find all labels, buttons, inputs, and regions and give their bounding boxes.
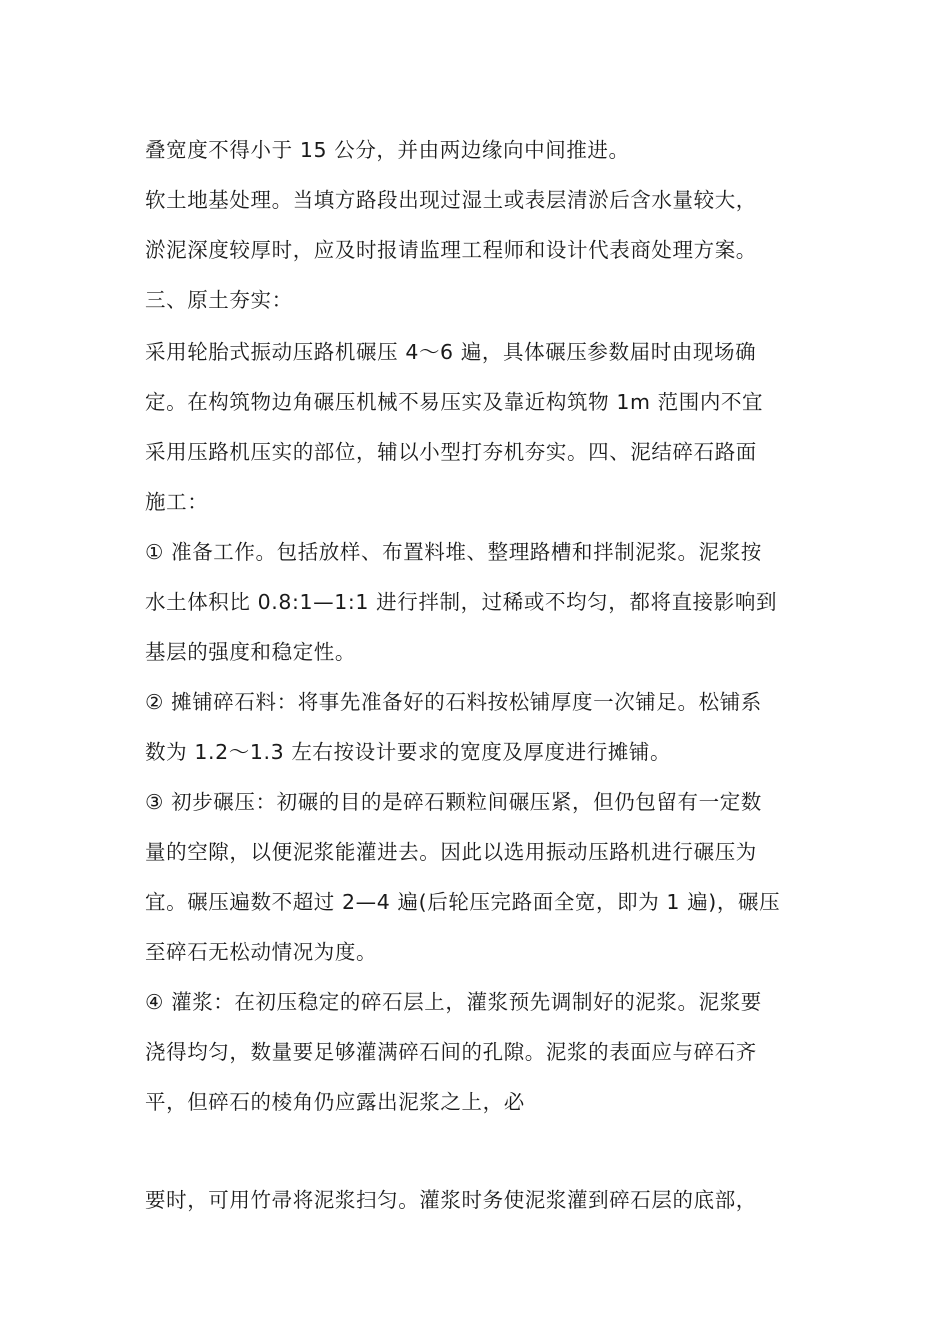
- text-line: 定。在构筑物边角碾压机械不易压实及靠近构筑物 1m 范围内不宜: [145, 390, 764, 414]
- text-line: 宜。碾压遍数不超过 2—4 遍(后轮压完路面全宽，即为 1 遍)，碾压: [145, 890, 781, 914]
- list-item: ④ 灌浆：在初压稳定的碎石层上，灌浆预先调制好的泥浆。泥浆要: [145, 990, 762, 1014]
- text-line: 叠宽度不得小于 15 公分，并由两边缘向中间推进。: [145, 138, 630, 162]
- text-line: 量的空隙，以便泥浆能灌进去。因此以选用振动压路机进行碾压为: [145, 840, 757, 864]
- text-line: 采用压路机压实的部位，辅以小型打夯机夯实。四、泥结碎石路面: [145, 440, 757, 464]
- text-line: 淤泥深度较厚时，应及时报请监理工程师和设计代表商处理方案。: [145, 238, 757, 262]
- text-line: 至碎石无松动情况为度。: [145, 940, 378, 964]
- text-line: 数为 1.2～1.3 左右按设计要求的宽度及厚度进行摊铺。: [145, 740, 672, 764]
- text-line: 施工：: [145, 490, 209, 514]
- list-item: ② 摊铺碎石料：将事先准备好的石料按松铺厚度一次铺足。松铺系: [145, 690, 762, 714]
- list-item: ③ 初步碾压：初碾的目的是碎石颗粒间碾压紧，但仍包留有一定数: [145, 790, 762, 814]
- text-line: 软土地基处理。当填方路段出现过湿土或表层清淤后含水量较大，: [145, 188, 757, 212]
- section-heading: 三、原土夯实：: [145, 288, 293, 312]
- text-line: 基层的强度和稳定性。: [145, 640, 356, 664]
- list-item: ① 准备工作。包括放样、布置料堆、整理路槽和拌制泥浆。泥浆按: [145, 540, 762, 564]
- text-line: 水土体积比 0.8:1—1:1 进行拌制，过稀或不均匀，都将直接影响到: [145, 590, 778, 614]
- text-line: 平，但碎石的棱角仍应露出泥浆之上，必: [145, 1090, 525, 1114]
- text-line: 要时，可用竹帚将泥浆扫匀。灌浆时务使泥浆灌到碎石层的底部，: [145, 1188, 757, 1212]
- text-line: 浇得均匀，数量要足够灌满碎石间的孔隙。泥浆的表面应与碎石齐: [145, 1040, 757, 1064]
- text-line: 采用轮胎式振动压路机碾压 4～6 遍，具体碾压参数届时由现场确: [145, 340, 757, 364]
